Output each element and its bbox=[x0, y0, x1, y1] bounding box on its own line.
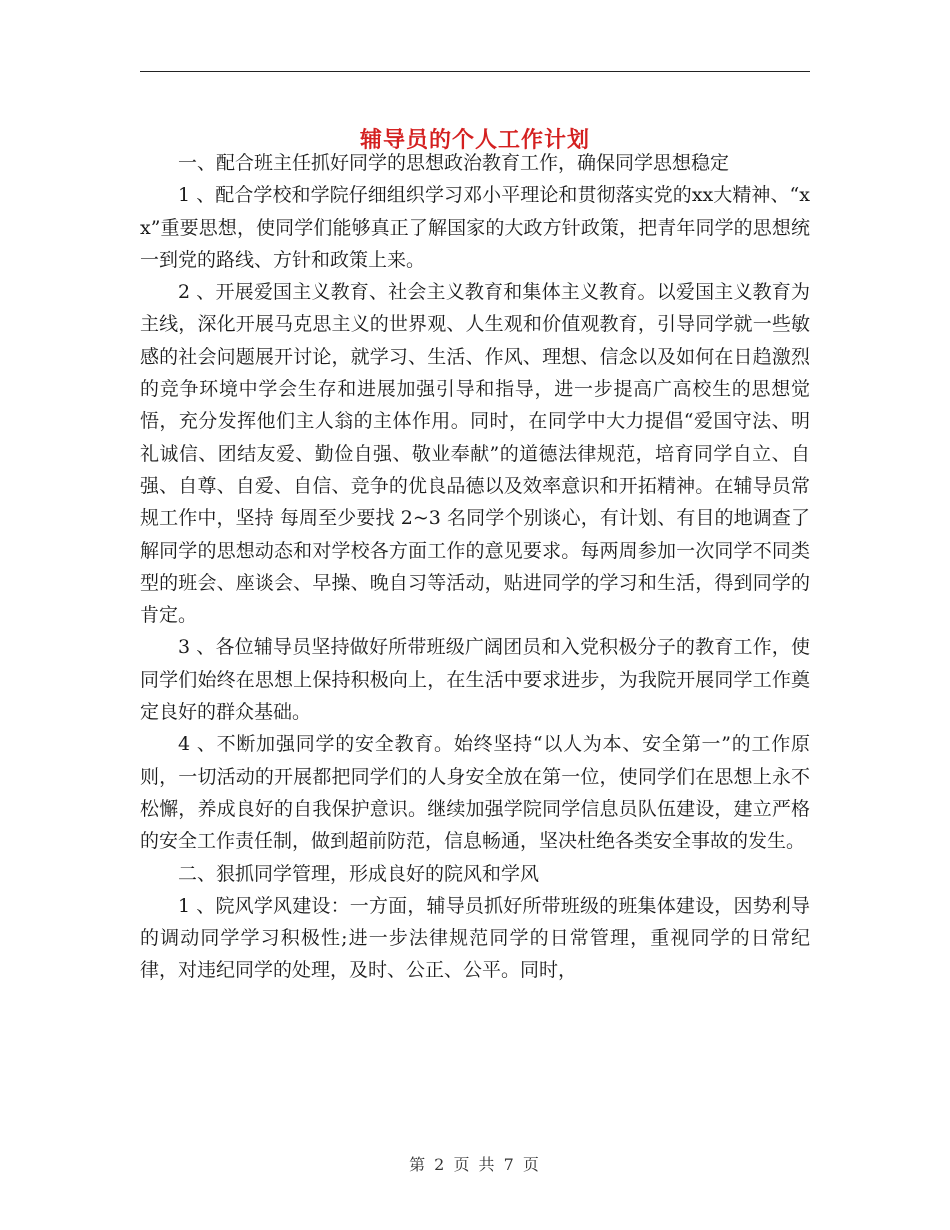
header-rule bbox=[140, 71, 810, 72]
paragraph: 4 、不断加强同学的安全教育。始终坚持“以人为本、安全第一”的工作原则，一切活动的开展都把同学们的人身安全放在第一位，使同学们在思想上永不松懈，养成良好的自我保护意识。继续加强学院同学信息员队伍建设，建立严格的安全工作责任制，做到超前防范，信息畅通，坚决杜绝各类安全事故的发生。 bbox=[140, 733, 810, 853]
paragraph: 一、配合班主任抓好同学的思想政治教育工作，确保同学思想稳定 bbox=[178, 152, 730, 174]
page-number-footer: 第 2 页 共 7 页 bbox=[409, 1155, 541, 1174]
document-body bbox=[140, 147, 810, 987]
paragraph: 二、狠抓同学管理，形成良好的院风和学风 bbox=[178, 862, 540, 885]
paragraph: 1 、院风学风建设：一方面，辅导员抓好所带班级的班集体建设，因势利导的调动同学学习积极性;进一步法律规范同学的日常管理，重视同学的日常纪律，对违纪同学的处理，及时、公正、公平。同时， bbox=[140, 894, 810, 982]
paragraph: 1 、配合学校和学院仔细组织学习邓小平理论和贯彻落实党的xx大精神、“xx”重要思想，使同学们能够真正了解国家的大政方针政策，把青年同学的思想统一到党的路线、方针和政策上来。 bbox=[140, 184, 810, 271]
paragraph: 2 、开展爱国主义教育、社会主义教育和集体主义教育。以爱国主义教育为主线，深化开展马克思主义的世界观、人生观和价值观教育，引导同学就一些敏感的社会问题展开讨论，就学习、生活、作风、理想、信念以及如何在日趋激烈的竞争环境中学会生存和进展加强引导和指导，进一步提高广高校生的思想觉悟，充分发挥他们主人翁的主体作用。同时，在同学中大力提倡“爱国守法、明礼诚信、团结友爱、勤俭自强、敬业奉献”的道德法律规范，培育同学自立、自强、自尊、自爱、自信、竞争的优良品德以及效率意识和开拓精神。在辅导员常规工作中，坚持 每周至少要找 2~3 名同学个别谈心，有计划、有目的地调查了解同学的思想动态和对学校各方面工作的意见要求。每两周参加一次同学不同类型的班会、座谈会、早操、晚自习等活动，贴进同学的学习和生活，得到同学的肯定。 bbox=[140, 281, 810, 627]
paragraph: 3 、各位辅导员坚持做好所带班级广阔团员和入党积极分子的教育工作，使同学们始终在思想上保持积极向上，在生活中要求进步，为我院开展同学工作奠定良好的群众基础。 bbox=[140, 636, 810, 724]
document-title: 辅导员的个人工作计划 bbox=[359, 126, 590, 153]
